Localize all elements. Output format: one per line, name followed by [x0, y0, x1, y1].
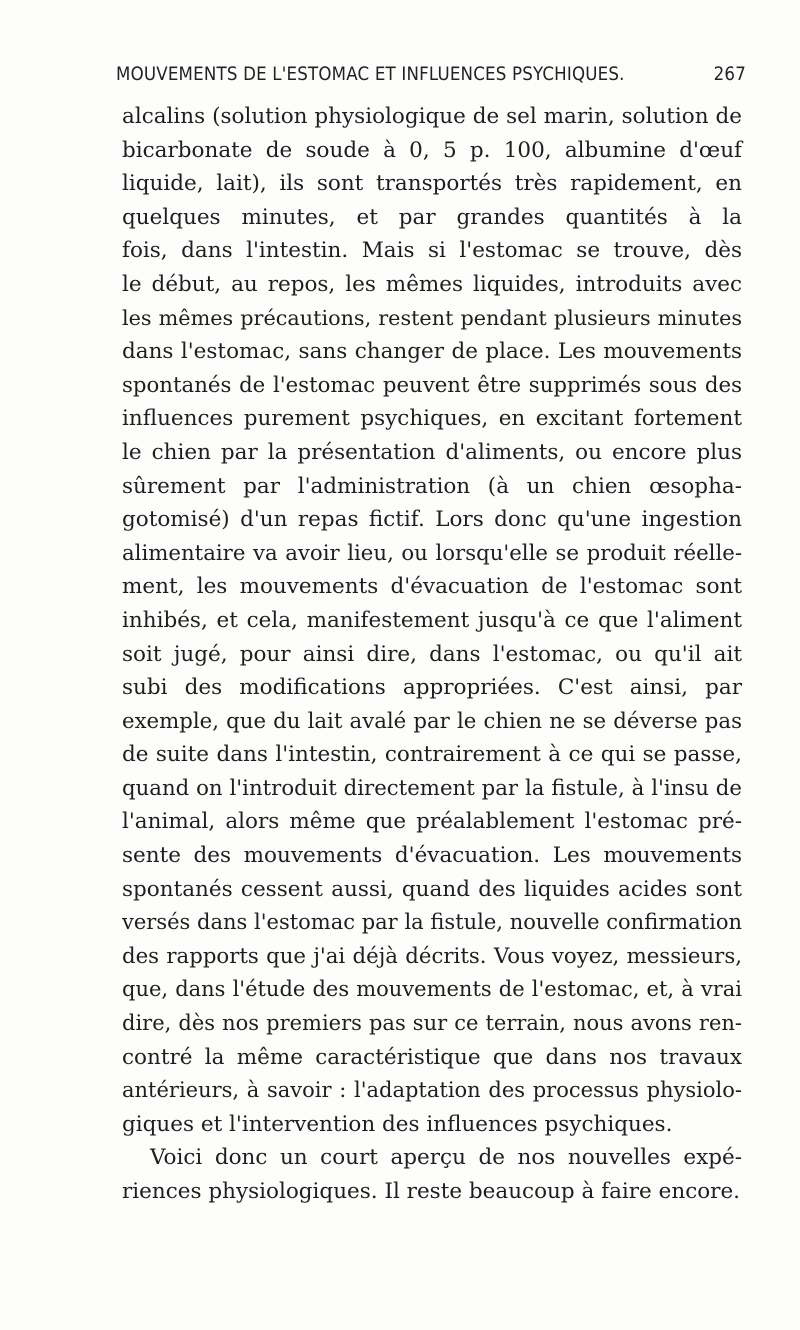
final-line: riences physiologiques. Il reste beaucoup à faire encore.	[122, 1179, 741, 1204]
text-line: alimentaire va avoir lieu, ou lorsqu'elle se produit réelle-	[122, 540, 742, 566]
running-head	[116, 64, 746, 94]
text-line: bicarbonate de soude à 0, 5 p. 100, albumine d'œuf	[122, 137, 742, 163]
text-line: versés dans l'estomac par la fistule, nouvelle confirmation	[122, 910, 742, 935]
text-line: subi des modifications appropriées. C'est ainsi, par	[122, 675, 742, 701]
text-line: que, dans l'étude des mouvements de l'estomac, et, à vrai	[122, 977, 742, 1002]
text-line: fois, dans l'intestin. Mais si l'estomac se trouve, dès	[122, 238, 742, 264]
text-line: inhibés, et cela, manifestement jusqu'à ce que l'aliment	[122, 607, 742, 633]
text-line: alcalins (solution physiologique de sel marin, solution de	[122, 104, 742, 129]
text-line: quand on l'introduit directement par la fistule, à l'insu de	[122, 775, 742, 801]
running-title: MOUVEMENTS DE L'ESTOMAC ET INFLUENCES PSYCHIQUES.	[116, 64, 625, 85]
text-line: le chien par la présentation d'aliments, ou encore plus	[122, 439, 742, 465]
text-line: des rapports que j'ai déjà décrits. Vous voyez, messieurs,	[122, 943, 742, 969]
text-line: de suite dans l'intestin, contrairement à ce qui se passe,	[122, 742, 742, 768]
text-line: dans l'estomac, sans changer de place. Les mouvements	[122, 339, 742, 365]
text-line: gotomisé) d'un repas fictif. Lors donc qu'une ingestion	[122, 507, 742, 533]
text-line: dire, dès nos premiers pas sur ce terrain, nous avons ren-	[122, 1011, 742, 1036]
text-line: le début, au repos, les mêmes liquides, introduits avec	[122, 271, 742, 297]
text-line: antérieurs, à savoir : l'adaptation des processus physiolo-	[122, 1078, 742, 1103]
text-line: quelques minutes, et par grandes quantités à la	[122, 204, 742, 230]
text-line: l'animal, alors même que préalablement l'estomac pré-	[122, 809, 742, 835]
text-line: contré la même caractéristique que dans nos travaux	[122, 1044, 742, 1070]
text-line: sûrement par l'administration (à un chien œsopha-	[122, 473, 742, 499]
paragraph-end-line: giques et l'intervention des influences psychiques.	[122, 1111, 673, 1137]
paragraph-start-line: Voici donc un court aperçu de nos nouvelles expé-	[150, 1145, 742, 1171]
text-line: influences purement psychiques, en excitant fortement	[122, 406, 742, 432]
page-number: 267	[713, 64, 746, 85]
text-line: spontanés de l'estomac peuvent être supprimés sous des	[122, 372, 742, 398]
text-line: exemple, que du lait avalé par le chien ne se déverse pas	[122, 708, 742, 734]
text-line: les mêmes précautions, restent pendant plusieurs minutes	[122, 305, 742, 330]
text-line: ment, les mouvements d'évacuation de l'estomac sont	[122, 574, 742, 600]
text-line: sente des mouvements d'évacuation. Les mouvements	[122, 843, 742, 869]
body-text	[122, 100, 742, 1209]
text-line: soit jugé, pour ainsi dire, dans l'estomac, ou qu'il ait	[122, 641, 742, 667]
text-line: liquide, lait), ils sont transportés très rapidement, en	[122, 171, 742, 197]
text-line: spontanés cessent aussi, quand des liquides acides sont	[122, 876, 742, 902]
